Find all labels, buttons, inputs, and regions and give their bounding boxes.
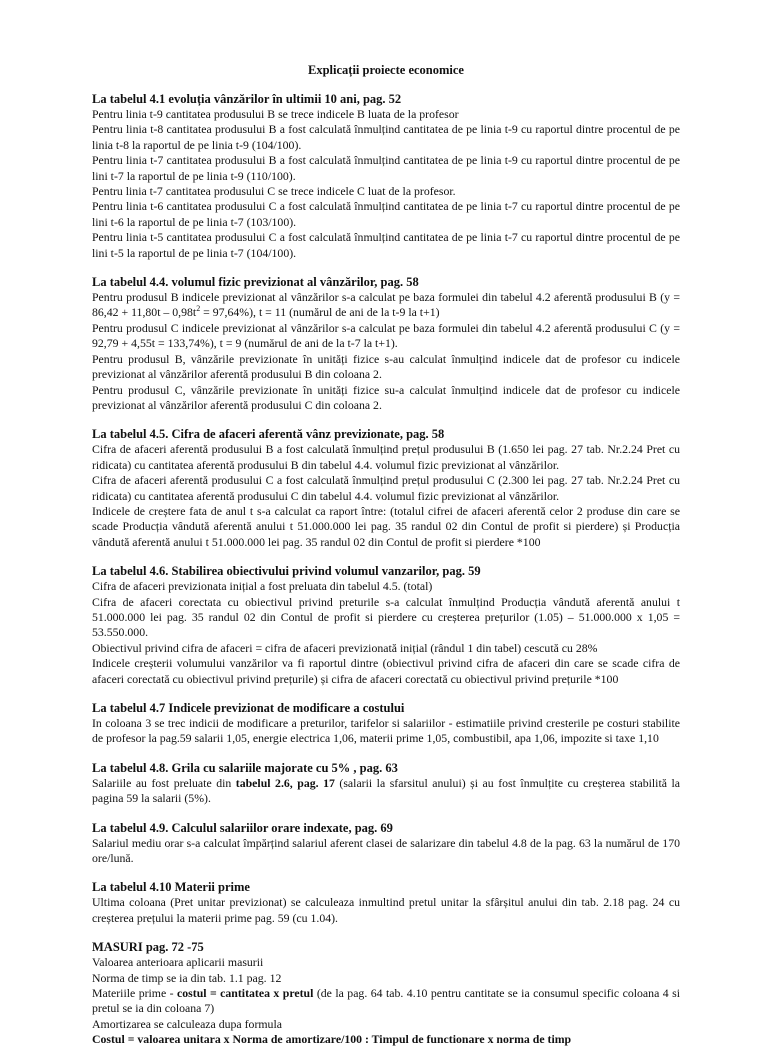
paragraph: Cifra de afaceri aferentă produsului C a fost calculată înmulțind prețul produsului C (2.300 lei pag. 27 tab. Nr.2.24 Pret cu ridicata) cu cantitatea aferentă produsului C din tabelul 4.4. volumul fizic previzionat al vânzărilor. — [92, 473, 680, 503]
section-table-4-1 — [92, 91, 680, 261]
section-masuri — [92, 939, 680, 1047]
section-heading: La tabelul 4.7 Indicele previzionat de modificare a costului — [92, 701, 405, 715]
paragraph: Norma de timp se ia din tab. 1.1 pag. 12 — [92, 970, 282, 985]
section-heading: MASURI pag. 72 -75 — [92, 940, 204, 955]
section-heading: La tabelul 4.8. Grila cu salariile majorate cu 5% , pag. 63 — [92, 760, 398, 775]
paragraph: Pentru produsul C indicele previzionat al vânzărilor s-a calculat pe baza formulei din tabelul 4.2 aferentă produsului C (y = 92,79 + 4,55t = 133,74%), t = 9 (numărul de ani de la t-7 la t+1). — [92, 320, 680, 351]
document-title: Explicații proiecte economice — [308, 63, 464, 77]
paragraph: Cifra de afaceri previzionata inițial a fost preluata din tabelul 4.5. (total) — [92, 579, 433, 594]
paragraph: Pentru linia t-9 cantitatea produsului B se trece indicele B luata de la profesor — [92, 107, 459, 121]
paragraph: In coloana 3 se trec indicii de modificare a preturilor, tarifelor si salariilor - estimatiile privind cresterile pe costuri stabilite de profesor la pag.59 salarii 1,05, energie electrica 1,06, materii prime 1,05, combustibil, apa 1,06, impozite si taxe 1,10 — [92, 716, 680, 746]
paragraph: Amortizarea se calculeaza dupa formula — [92, 1016, 282, 1031]
paragraph: Salariul mediu orar s-a calculat împărțind salariul aferent clasei de salarizare din tabelul 4.8 de la pag. 63 la numărul de 170 ore/lună. — [92, 835, 680, 866]
formula-text-rest: = 97,64%), t = 11 (numărul de ani de la t-9 la t+1) — [200, 305, 440, 320]
paragraph-bold-formula: costul = cantitatea x pretul — [177, 986, 314, 1001]
amortization-formula: Costul = valoarea unitara x Norma de amortizare/100 : Timpul de functionare x norma de timp — [92, 1032, 572, 1047]
paragraph-text-rest: (salarii la sfarsitul anului) și au fost înmulțite cu creșterea stabilită la pagina 59 la salarii (5%). — [92, 775, 680, 806]
section-heading: La tabelul 4.5. Cifra de afaceri aferentă vânz previzionate, pag. 58 — [92, 427, 445, 442]
paragraph-text: Salariile au fost preluate din — [92, 775, 236, 790]
paragraph: Obiectivul privind cifra de afaceri = cifra de afaceri previzionată inițial (rândul 1 din tabel) cescută cu 28% — [92, 640, 598, 655]
paragraph — [92, 986, 680, 1017]
section-heading: La tabelul 4.10 Materii prime — [92, 880, 250, 895]
paragraph: Ultima coloana (Pret unitar previzionat) se calculeaza inmultind pretul unitar la sfârșitul anului din tab. 2.18 pag. 24 cu creșterea prețului la materii prime pag. 59 (cu 1.04). — [92, 895, 680, 925]
section-table-4-10 — [92, 879, 680, 926]
paragraph: Pentru linia t-7 cantitatea produsului C se trece indicele C luat de la profesor. — [92, 184, 456, 199]
section-table-4-5 — [92, 426, 680, 550]
paragraph: Pentru linia t-5 cantitatea produsului C a fost calculată înmulțind cantitatea de pe linia t-7 cu raportul dintre procentul de pe lini t-5 la raportul de pe linia t-7 (104/100). — [92, 230, 680, 260]
paragraph: Pentru produsul B, vânzările previzionate în unități fizice s-au calculat înmulțind indicele dat de profesor cu indicele previzionat al vânzărilor aferentă produsului B din coloana 2. — [92, 351, 680, 382]
section-heading: La tabelul 4.9. Calculul salariilor orare indexate, pag. 69 — [92, 820, 393, 835]
paragraph-bold-ref: tabelul 2.6, pag. 17 — [235, 775, 335, 790]
paragraph-formula — [92, 1032, 680, 1047]
paragraph: Cifra de afaceri corectata cu obiectivul privind preturile s-a calculat înmulțind Producția vândută aferentă anului t 51.000.000 lei pag. 35 randul 02 din Contul de profit si pierdere cu creșterea prețurilor (1.05) – 51.000.000 x 1,05 = 53.550.000. — [92, 594, 680, 640]
paragraph: Pentru linia t-6 cantitatea produsului C a fost calculată înmulțind cantitatea de pe linia t-7 cu raportul dintre procentul de pe lini t-6 la raportul de pe linia t-7 (103/100). — [92, 199, 680, 229]
paragraph-text: Materiile prime - — [92, 986, 178, 1001]
section-table-4-4 — [92, 274, 680, 413]
paragraph: Indicele de creștere fata de anul t s-a calculat ca raport între: (totalul cifrei de afaceri aferentă celor 2 produse din care se scade Producția vândută aferentă anului t 51.000.000 lei pag. 35 randul 02 din Contul de profit si pierdere) și Producția vândută aferentă anului t 51.000.000 lei pag. 35 randul 02 din Contul de profit si pierdere *100 — [92, 503, 680, 549]
section-table-4-8 — [92, 760, 680, 807]
paragraph: Indicele creșterii volumului vanzărilor va fi raportul dintre (obiectivul privind cifra de afaceri din care se scade cifra de afaceri corectată cu obiectivul privind prețurile) și cifra de afaceri corectată cu obiectivul privind prețurile *100 — [92, 656, 680, 686]
section-table-4-9 — [92, 820, 680, 867]
formula-exponent: 2 — [196, 304, 201, 314]
paragraph — [92, 776, 680, 807]
section-heading: La tabelul 4.1 evoluția vânzărilor în ultimii 10 ani, pag. 52 — [92, 92, 402, 106]
section-heading: La tabelul 4.6. Stabilirea obiectivului privind volumul vanzarilor, pag. 59 — [92, 564, 481, 579]
paragraph: Valoarea anterioara aplicarii masurii — [92, 955, 264, 970]
paragraph: Pentru linia t-8 cantitatea produsului B a fost calculată înmulțind cantitatea de pe linia t-9 cu raportul dintre procentul de pe linia t-8 la raportul de pe linia t-9 (104/100). — [92, 122, 680, 152]
paragraph-formula-b — [92, 290, 680, 321]
paragraph: Pentru produsul C, vânzările previzionate în unități fizice su-a calculat înmulțind indicele dat de profesor cu indicele previzionat al vânzărilor aferentă produsului C din coloana 2. — [92, 382, 680, 412]
document-page — [92, 62, 680, 1061]
paragraph: Pentru linia t-7 cantitatea produsului B a fost calculată înmulțind cantitatea de pe linia t-9 cu raportul dintre procentul de pe lini t-7 la raportul de pe linia t-9 (110/100). — [92, 153, 680, 183]
paragraph-text-rest: (de la pag. 64 tab. 4.10 pentru cantitate se ia consumul specific coloana 4 si pretul se ia din coloana 7) — [92, 986, 680, 1016]
paragraph: Cifra de afaceri aferentă produsului B a fost calculată înmulțind prețul produsului B (1.650 lei pag. 27 tab. Nr.2.24 Pret cu ridicata) cu cantitatea aferentă produsului B din tabelul 4.4. volumul fizic previzionat al vânzărilor. — [92, 442, 680, 472]
section-table-4-7 — [92, 700, 680, 747]
section-table-4-6 — [92, 563, 680, 687]
formula-text: Pentru produsul B indicele previzionat al vânzărilor s-a calculat pe baza formulei din tabelul 4.2 aferentă produsului B (y = 86,42 + 11,80t – 0,98t — [92, 290, 680, 320]
section-heading: La tabelul 4.4. volumul fizic previzionat al vânzărilor, pag. 58 — [92, 275, 419, 290]
